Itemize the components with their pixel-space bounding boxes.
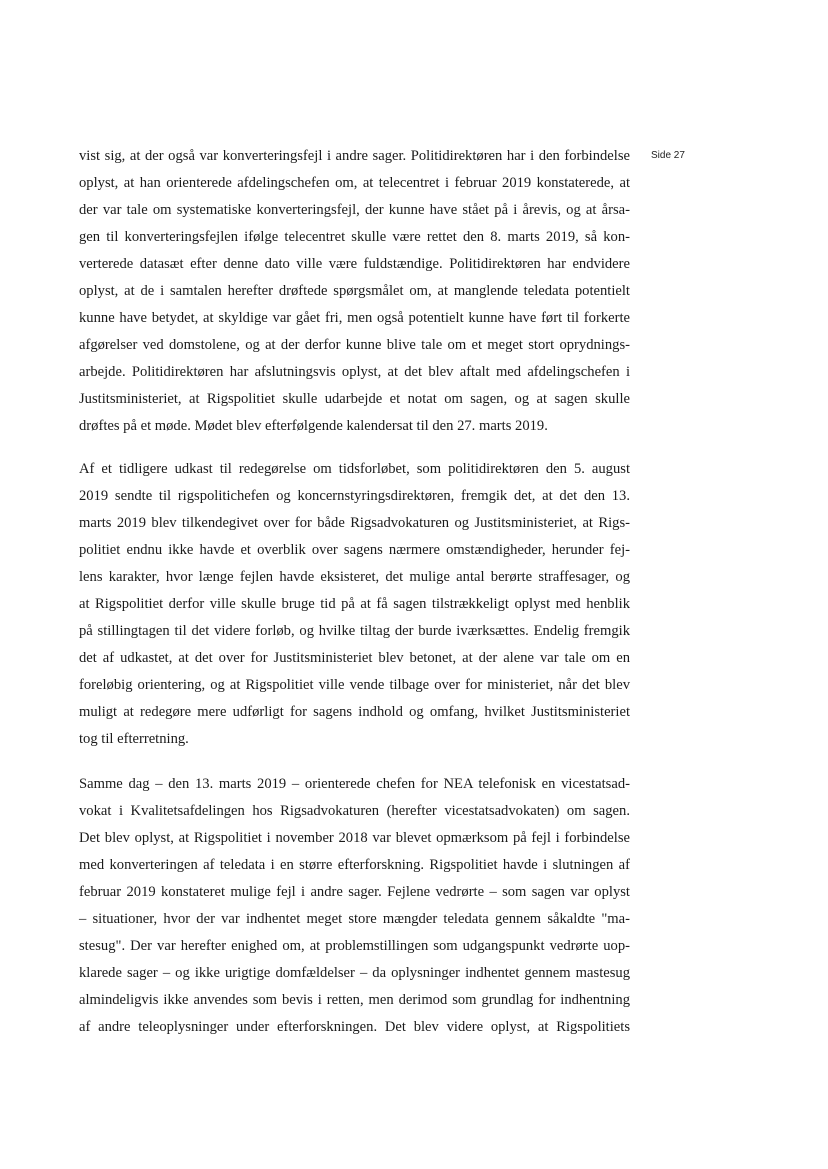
- text-line: – situationer, hvor der var indhentet meget store mængder teledata gennem såkaldte "ma-: [79, 911, 630, 927]
- paragraph-1: [79, 143, 630, 440]
- text-line: Det blev oplyst, at Rigspolitiet i november 2018 var blevet opmærksom på fejl i forbindelse: [79, 830, 630, 846]
- text-line: oplyst, at de i samtalen herefter drøftede spørgsmålet om, at manglende teledata potentielt: [79, 283, 630, 299]
- text-line: oplyst, at han orienterede afdelingschefen om, at telecentret i februar 2019 konstaterede, at: [79, 175, 630, 191]
- text-line: marts 2019 blev tilkendegivet over for både Rigsadvokaturen og Justitsministeriet, at Rigs-: [79, 515, 630, 531]
- text-line: arbejde. Politidirektøren har afslutningsvis oplyst, at det blev aftalt med afdelingschefen i: [79, 364, 630, 380]
- text-line: med konverteringen af teledata i en større efterforskning. Rigspolitiet havde i slutningen af: [79, 857, 630, 873]
- text-line: vokat i Kvalitetsafdelingen hos Rigsadvokaturen (herefter vicestatsadvokaten) om sagen.: [79, 803, 630, 819]
- text-line: det af udkastet, at det over for Justitsministeriet blev betonet, at der alene var tale om en: [79, 650, 630, 666]
- text-line: gen til konverteringsfejlen ifølge telecentret skulle være rettet den 8. marts 2019, så kon-: [79, 229, 630, 245]
- page-number: Side 27: [651, 150, 685, 161]
- text-line: Af et tidligere udkast til redegørelse om tidsforløbet, som politidirektøren den 5. august: [79, 461, 630, 477]
- text-line: der var tale om systematiske konverteringsfejl, der kunne have stået på i årevis, og at årsa-: [79, 202, 630, 218]
- text-line: at Rigspolitiet derfor ville skulle bruge tid på at få sagen tilstrækkeligt oplyst med henblik: [79, 596, 630, 612]
- paragraph-2: [79, 456, 630, 753]
- paragraph-3: [79, 771, 630, 1041]
- text-line: Samme dag – den 13. marts 2019 – orienterede chefen for NEA telefonisk en vicestatsad-: [79, 776, 630, 792]
- text-line: politiet endnu ikke havde et overblik over sagens nærmere omstændigheder, herunder fej-: [79, 542, 630, 558]
- text-line: stesug". Der var herefter enighed om, at problemstillingen som udgangspunkt vedrørte uop-: [79, 938, 630, 954]
- text-line: 2019 sendte til rigspolitichefen og koncernstyringsdirektøren, fremgik det, at det den 13.: [79, 488, 630, 504]
- text-line: februar 2019 konstateret mulige fejl i andre sager. Fejlene vedrørte – som sagen var oplyst: [79, 884, 630, 900]
- text-line: almindeligvis ikke anvendes som bevis i retten, men derimod som grundlag for indhentning: [79, 992, 630, 1008]
- text-line: Justitsministeriet, at Rigspolitiet skulle udarbejde et notat om sagen, og at sagen skulle: [79, 391, 630, 407]
- text-line: tog til efterretning.: [79, 731, 189, 747]
- text-line: muligt at redegøre mere udførligt for sagens indhold og omfang, hvilket Justitsministeriet: [79, 704, 630, 720]
- text-line: lens karakter, hvor længe fejlen havde eksisteret, det mulige antal berørte straffesager, og: [79, 569, 630, 585]
- text-line: af andre teleoplysninger under efterforskningen. Det blev videre oplyst, at Rigspolitiets: [79, 1019, 630, 1035]
- text-line: kunne have betydet, at skyldige var gået fri, men også potentielt kunne have ført til forkerte: [79, 310, 630, 326]
- text-line: drøftes på et møde. Mødet blev efterfølgende kalendersat til den 27. marts 2019.: [79, 418, 548, 434]
- text-line: vist sig, at der også var konverteringsfejl i andre sager. Politidirektøren har i den forbindelse: [79, 148, 630, 164]
- text-line: verterede datasæt efter denne dato ville være fuldstændige. Politidirektøren har endvidere: [79, 256, 630, 272]
- text-line: afgørelser ved domstolene, og at der derfor kunne blive tale om et meget stort oprydnings-: [79, 337, 630, 353]
- text-line: klarede sager – og ikke urigtige domfældelser – da oplysninger indhentet gennem mastesug: [79, 965, 630, 981]
- text-line: foreløbig orientering, og at Rigspolitiet ville vende tilbage over for ministeriet, når det blev: [79, 677, 630, 693]
- text-line: på stillingtagen til det videre forløb, og hvilke tiltag der burde iværksættes. Endelig fremgik: [79, 623, 630, 639]
